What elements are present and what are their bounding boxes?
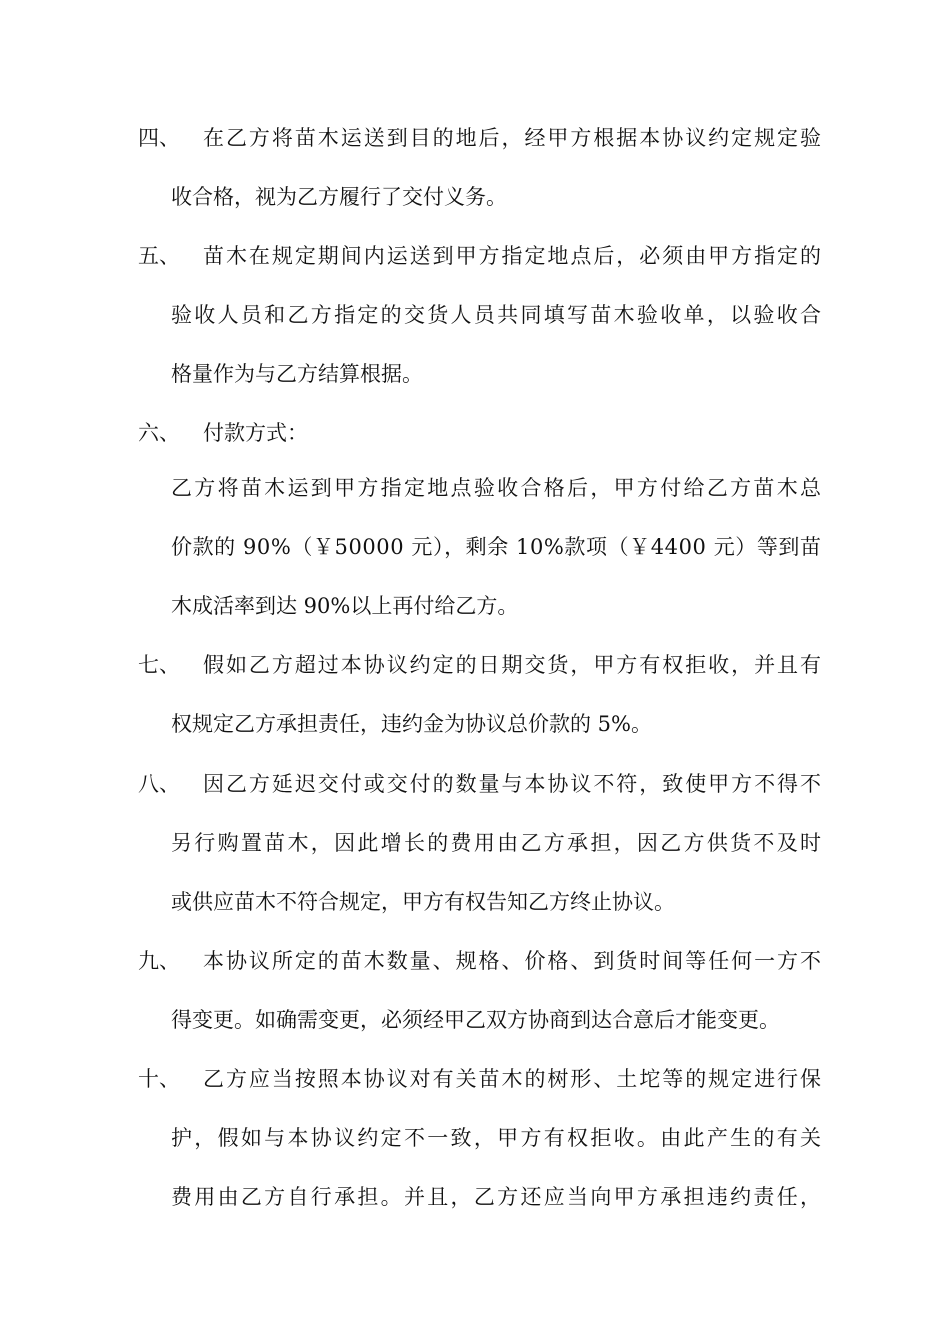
- clause-5-line-2: 验收人员和乙方指定的交货人员共同填写苗木验收单，以验收合: [171, 303, 824, 327]
- clause-8-line-3: 或供应苗木不符合规定，甲方有权告知乙方终止协议。: [171, 890, 675, 914]
- clause-5-line-1: 苗木在规定期间内运送到甲方指定地点后，必须由甲方指定的: [203, 244, 823, 268]
- clause-number-5: 五、: [138, 244, 180, 268]
- clause-4-line-1: 在乙方将苗木运送到目的地后，经甲方根据本协议约定规定验: [203, 126, 823, 150]
- clause-7-line-2: 权规定乙方承担责任，违约金为协议总价款的 5%。: [171, 712, 652, 736]
- clause-number-10: 十、: [138, 1067, 180, 1091]
- clause-10-line-3: 费用由乙方自行承担。并且，乙方还应当向甲方承担违约责任，: [171, 1185, 824, 1209]
- clause-number-8: 八、: [138, 772, 180, 796]
- clause-8-line-1: 因乙方延迟交付或交付的数量与本协议不符，致使甲方不得不: [203, 772, 823, 796]
- clause-6-line-1: 付款方式：: [203, 421, 308, 445]
- clause-10-line-1: 乙方应当按照本协议对有关苗木的树形、土坨等的规定进行保: [203, 1067, 823, 1091]
- clause-number-9: 九、: [138, 949, 180, 973]
- clause-9-line-1: 本协议所定的苗木数量、规格、价格、到货时间等任何一方不: [203, 949, 823, 973]
- clause-6-line-4: 木成活率到达 90%以上再付给乙方。: [171, 594, 519, 618]
- clause-7-line-1: 假如乙方超过本协议约定的日期交货，甲方有权拒收，并且有: [203, 653, 823, 677]
- clause-5-line-3: 格量作为与乙方结算根据。: [171, 362, 423, 386]
- clause-8-line-2: 另行购置苗木，因此增长的费用由乙方承担，因乙方供货不及时: [171, 831, 824, 855]
- clause-10-line-2: 护，假如与本协议约定不一致，甲方有权拒收。由此产生的有关: [171, 1126, 824, 1150]
- clause-number-4: 四、: [138, 126, 180, 150]
- clause-number-7: 七、: [138, 653, 180, 677]
- clause-9-line-2: 得变更。如确需变更，必须经甲乙双方协商到达合意后才能变更。: [171, 1008, 780, 1032]
- clause-4-line-2: 收合格，视为乙方履行了交付义务。: [171, 185, 507, 209]
- clause-6-line-3: 价款的 90%（￥50000 元），剩余 10%款项（￥4400 元）等到苗: [171, 535, 822, 559]
- clause-6-line-2: 乙方将苗木运到甲方指定地点验收合格后，甲方付给乙方苗木总: [171, 476, 824, 500]
- clause-number-6: 六、: [138, 421, 180, 445]
